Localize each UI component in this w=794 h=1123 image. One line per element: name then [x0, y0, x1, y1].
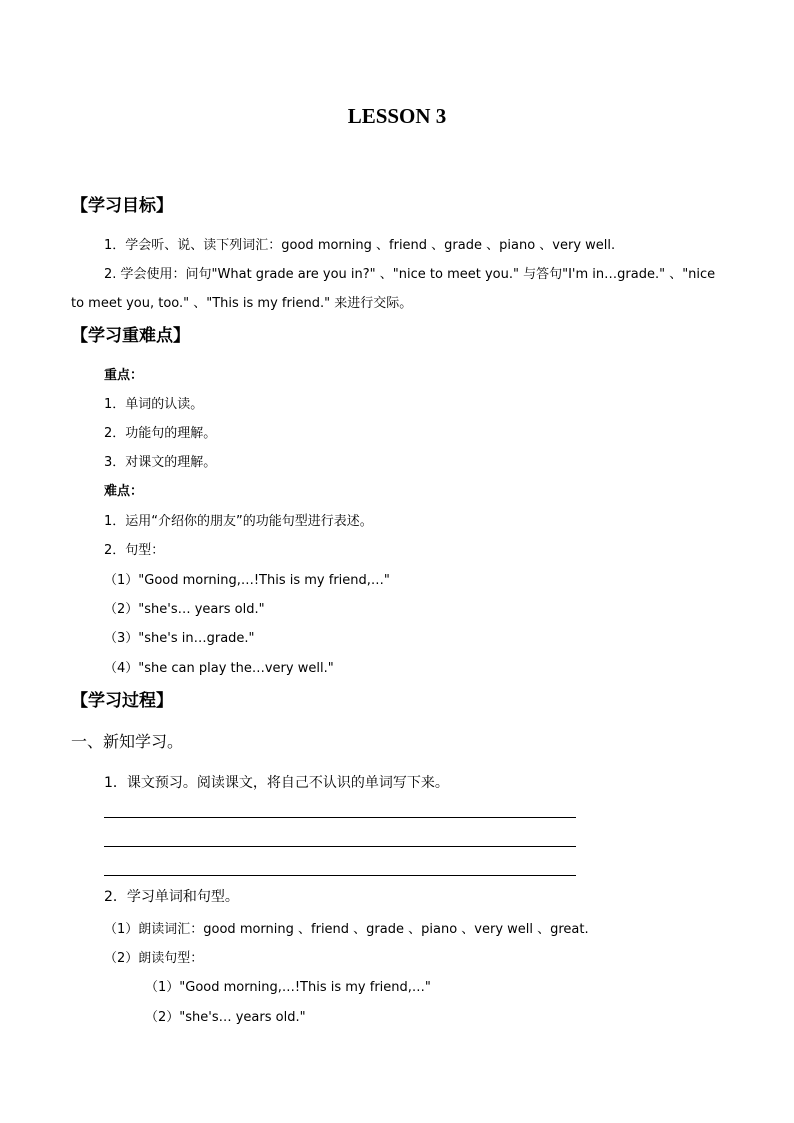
difficulty-item-2: 2．句型：: [104, 543, 165, 558]
pattern-4: （4）"she can play the…very well.": [104, 661, 334, 676]
page-title: LESSON 3: [347, 104, 447, 128]
section-heading-key-points: 【学习重难点】: [71, 326, 190, 346]
step-1: 1．课文预习。阅读课文，将自己不认识的单词写下来。: [104, 775, 449, 791]
difficulty-item-1: 1．运用“介绍你的朋友”的功能句型进行表述。: [104, 514, 373, 529]
read-pattern-2: （2）"she's… years old.": [145, 1010, 306, 1025]
read-words: （1）朗读词汇：good morning 、friend 、grade 、piano 、very well 、great.: [104, 922, 589, 937]
focus-item-2: 2．功能句的理解。: [104, 426, 217, 441]
step-2: 2．学习单词和句型。: [104, 889, 239, 905]
goal-item-2-line-2: to meet you, too." 、"This is my friend." 来进行交际。: [71, 296, 413, 311]
part-1-heading: 一、新知学习。: [71, 732, 184, 751]
difficulty-label: 难点：: [104, 484, 144, 499]
answer-line-2[interactable]: [104, 846, 576, 847]
goal-item-2-line-1: 2. 学会使用：问句"What grade are you in?" 、"nice to meet you." 与答句"I'm in…grade." 、"nice: [104, 267, 716, 282]
goal-item-1: 1．学会听、说、读下列词汇：good morning 、friend 、grade 、piano 、very well.: [104, 238, 616, 253]
pattern-2: （2）"she's… years old.": [104, 602, 265, 617]
pattern-1: （1）"Good morning,…!This is my friend,…": [104, 573, 390, 588]
focus-item-1: 1．单词的认读。: [104, 397, 204, 412]
section-heading-goals: 【学习目标】: [71, 196, 173, 216]
answer-line-3[interactable]: [104, 875, 576, 876]
pattern-3: （3）"she's in…grade.": [104, 631, 255, 646]
focus-label: 重点：: [104, 368, 144, 383]
answer-line-1[interactable]: [104, 817, 576, 818]
focus-item-3: 3．对课文的理解。: [104, 455, 217, 470]
section-heading-process: 【学习过程】: [71, 691, 173, 711]
read-pattern-1: （1）"Good morning,…!This is my friend,…": [145, 980, 431, 995]
read-patterns-label: （2）朗读句型：: [104, 951, 204, 966]
